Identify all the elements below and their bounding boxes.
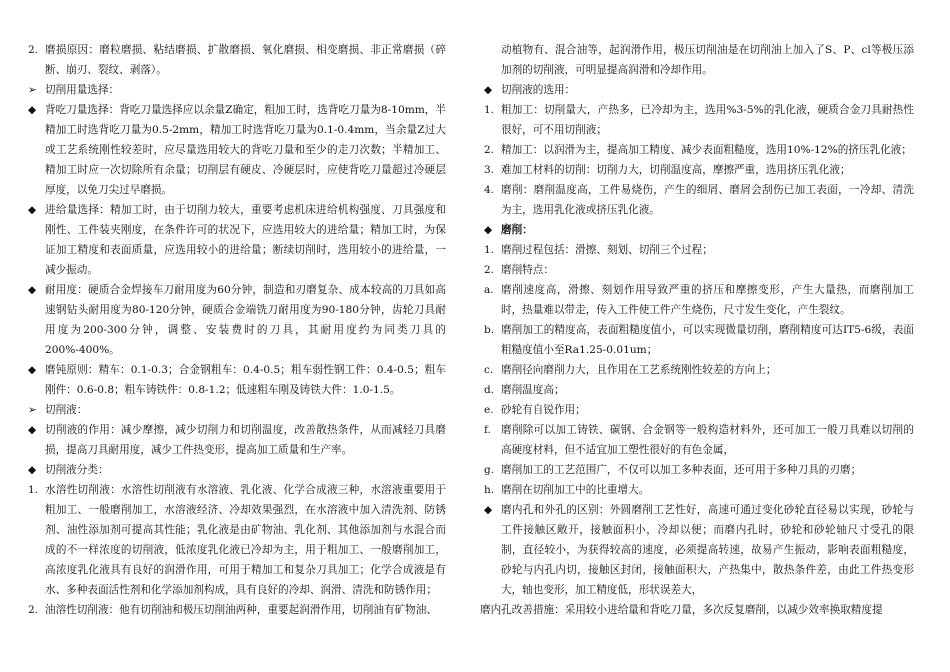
paragraph-text: 切削液的作用：减少摩擦，减少切削力和切削温度，改善散热条件，从而减轻刀具磨损，提高刀具耐用度，减少工件热变形，提高加工质量和生产率。 — [45, 424, 446, 456]
list-item — [484, 160, 914, 180]
list-item — [484, 420, 914, 460]
list-item — [28, 480, 446, 600]
diamond-bullet-icon: ◆ — [28, 464, 37, 476]
list-item — [28, 360, 446, 400]
list-item — [484, 280, 914, 320]
paragraph-text: 磨削过程包括：滑擦、刻划、切削三个过程； — [501, 244, 713, 256]
diamond-bullet-icon: ◆ — [28, 104, 37, 116]
list-item — [484, 180, 914, 220]
paragraph-text: 背吃刀量选择：背吃刀量选择应以余量Z确定，粗加工时，选背吃刀量为8-10mm，半精加工时选背吃刀量为0.5-2mm，精加工时选背吃刀量为0.1-0.4mm，当余量Z过大或工艺系统刚性较差时，应尽量选用较大的背吃刀量和至少的走刀次数；半精加工、精加工时应一次切除所有余量；切削层有硬皮、冷硬层时，应使背吃刀量超过冷硬层厚度，以免刀尖过早磨损。 — [45, 104, 446, 196]
list-item — [28, 80, 446, 100]
arrow-bullet-icon: ➢ — [28, 84, 37, 96]
list-item — [484, 100, 914, 140]
list-item — [484, 400, 914, 420]
paragraph-text: 磨削速度高，滑擦、刻划作用导致严重的挤压和摩擦变形，产生大量热，而磨削加工时，热量难以带走，传入工件使工件产生烧伤，尺寸发生变化，产生裂纹。 — [501, 284, 914, 316]
paragraph-text: 进给量选择：精加工时，由于切削力较大，重要考虑机床进给机构强度、刀具强度和刚性、工件装夹刚度，在条件许可的状况下，应选用较大的进给量；精加工时，为保证加工精度和表面质量，应选用较小的进给量；断续切削时，选用较小的进给量，一减少振动。 — [45, 204, 446, 276]
paragraph-text: 切削液分类： — [45, 464, 109, 476]
list-marker: b. — [484, 324, 495, 336]
list-item — [484, 260, 914, 280]
list-item — [28, 400, 446, 420]
list-item — [484, 500, 914, 600]
arrow-bullet-icon: ➢ — [28, 404, 37, 416]
list-item — [484, 240, 914, 260]
section-heading: 磨削： — [501, 224, 533, 236]
section-heading: 切削液： — [45, 404, 88, 416]
list-item — [484, 380, 914, 400]
paragraph-text: 磨内孔和外孔的区别：外圆磨削工艺性好，高速可通过变化砂轮直径易以实现，砂轮与工件接触区敞开，接触面积小，冷却以便；而磨内孔时，砂轮和砂轮轴尺寸受孔的限制，直径较小，为获得较高的速度，必须提高转速，故易产生振动，影响表面粗糙度，砂轮与内孔内切，接触区封闭，接触面积大，产热集中，散热条件差，由此工件热变形大，轴也变形，加工精度低，形状误差大， — [501, 504, 914, 596]
left-column — [28, 40, 446, 620]
list-marker: e. — [484, 404, 494, 416]
list-item — [484, 460, 914, 480]
paragraph-text: 砂轮有自锐作用； — [501, 404, 586, 416]
list-marker: c. — [484, 364, 494, 376]
paragraph-text: 动植物有、混合油等，起润滑作用，极压切削油是在切削油上加入了S、P、cl等极压添加剂的切削液，可明显提高润滑和冷却作用。 — [501, 44, 914, 76]
list-marker: 1. — [484, 244, 495, 256]
list-marker: d. — [484, 384, 495, 396]
list-item — [28, 200, 446, 280]
list-item — [28, 100, 446, 200]
section-heading: 切削液的选用： — [501, 84, 576, 96]
list-item — [28, 460, 446, 480]
list-item — [484, 80, 914, 100]
paragraph-text: 磨削除可以加工铸铁、碳钢、合金钢等一般构造材料外，还可加工一般刀具难以切削的高硬度材料，但不适宜加工塑性很好的有色金属， — [501, 424, 914, 456]
list-marker: 1. — [484, 104, 495, 116]
paragraph-text: 磨削径向磨削力大，且作用在工艺系统刚性较差的方向上； — [501, 364, 777, 376]
list-item — [28, 600, 446, 620]
section-heading: 切削用量选择： — [45, 84, 120, 96]
list-marker: g. — [484, 464, 495, 476]
list-marker: 2. — [28, 44, 39, 56]
right-column — [480, 40, 914, 620]
list-marker: f. — [484, 424, 491, 436]
list-marker: 2. — [484, 264, 495, 276]
diamond-bullet-icon: ◆ — [484, 504, 493, 516]
paragraph-text: 磨削温度高； — [501, 384, 565, 396]
paragraph-text: 磨钝原则：精车：0.1-0.3；合金钢粗车：0.4-0.5；粗车弱性钢工件：0.4-0.5；粗车刚件：0.6-0.8；粗车铸铁件：0.8-1.2；低速粗车刚及铸铁大件：1.0-1.5。 — [45, 364, 446, 396]
trailing-line: 磨内孔改善措施：采用较小进给量和背吃刀量，多次反复磨削，以减少效率换取精度提 — [480, 604, 883, 616]
paragraph-text: 磨削在切削加工中的比重增大。 — [501, 484, 650, 496]
continued-paragraph — [484, 40, 914, 80]
paragraph-text: 粗加工：切削量大，产热多，已冷却为主，选用%3-5%的乳化液，硬质合金刀具耐热性很好，可不用切削液； — [501, 104, 914, 136]
paragraph-text: 油溶性切削液：他有切削油和极压切削油两种，重要起润滑作用，切削油有矿物油、 — [45, 604, 437, 616]
diamond-bullet-icon: ◆ — [28, 204, 37, 216]
list-item — [484, 480, 914, 500]
list-marker: 2. — [484, 144, 495, 156]
list-marker: 4. — [484, 184, 495, 196]
paragraph-text: 磨削：磨削温度高，工件易烧伤，产生的细屑、磨屑会刮伤已加工表面，一冷却、清洗为主，选用乳化液或挤压乳化液。 — [501, 184, 914, 216]
diamond-bullet-icon: ◆ — [28, 284, 37, 296]
diamond-bullet-icon: ◆ — [28, 364, 37, 376]
paragraph-text: 磨削特点： — [501, 264, 554, 276]
paragraph-text: 精加工：以润滑为主，提高加工精度、减少表面粗糙度，选用10%-12%的挤压乳化液； — [501, 144, 912, 156]
list-item — [484, 140, 914, 160]
list-item — [484, 220, 914, 240]
diamond-bullet-icon: ◆ — [28, 424, 37, 436]
paragraph-text: 耐用度：硬质合金焊接车刀耐用度为60分钟，制造和刃磨复杂、成本较高的刀具如高速钢钻头耐用度为80-120分钟，硬质合金端铣刀耐用度为90-180分钟，齿轮刀具耐用度为200-300分钟，调整、安装费时的刀具，其耐用度约为同类刀具的200%-400%。 — [45, 284, 446, 356]
paragraph-text: 磨削加工的精度高，表面粗糙度值小，可以实现微量切削，磨削精度可达IT5-6级，表面粗糙度值小至Ra1.25-0.01um； — [501, 324, 914, 356]
paragraph-text: 水溶性切削液：水溶性切削液有水溶液、乳化液、化学合成液三种，水溶液重要用于粗加工、一般磨削加工，水溶液经济、冷却效果强烈，在水溶液中加入清洗剂、防锈剂、油性添加剂可提高其性能；乳化液是由矿物油、乳化剂、其他添加剂与水混合而成的不一样浓度的切削液，低浓度乳化液已冷却为主，用于粗加工、一般磨削加工，高浓度乳化液具有良好的润滑作用，可用于精加工和复杂刀具加工；化学合成液是有水、多种表面活性剂和化学添加剂构成，具有良好的冷却、润滑、清洗和防锈作用； — [45, 484, 446, 596]
list-item — [28, 420, 446, 460]
list-item — [484, 360, 914, 380]
list-item — [28, 40, 446, 80]
diamond-bullet-icon: ◆ — [484, 84, 493, 96]
list-marker: 3. — [484, 164, 495, 176]
list-marker: a. — [484, 284, 494, 296]
paragraph-text: 磨削加工的工艺范围广，不仅可以加工多种表面，还可用于多种刀具的刃磨； — [501, 464, 862, 476]
paragraph-text: 磨损原因：磨粒磨损、粘结磨损、扩散磨损、氧化磨损、相变磨损、非正常磨损（碎断、崩刃、裂纹、剥落）。 — [45, 44, 446, 76]
list-marker: 1. — [28, 484, 39, 496]
list-item — [28, 280, 446, 360]
diamond-bullet-icon: ◆ — [484, 224, 493, 236]
list-marker: 2. — [28, 604, 39, 616]
list-item — [484, 320, 914, 360]
paragraph-text: 难加工材料的切削：切削力大，切削温度高，摩擦严重，选用挤压乳化液； — [501, 164, 851, 176]
list-marker: h. — [484, 484, 495, 496]
